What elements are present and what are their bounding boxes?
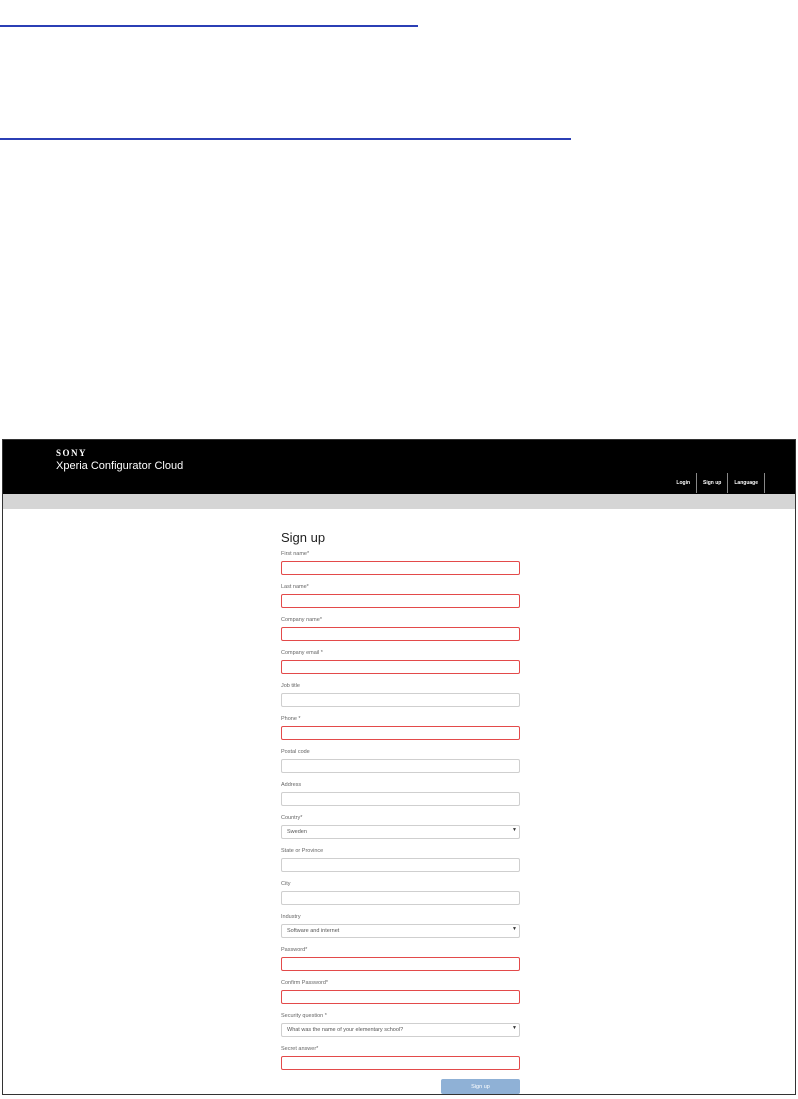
field-state [281, 848, 520, 872]
security-question-select[interactable]: What was the name of your elementary school? [281, 1023, 520, 1037]
industry-select[interactable]: Software and internet [281, 924, 520, 938]
field-industry [281, 914, 520, 938]
subheader-bar [3, 494, 795, 509]
field-job-title [281, 683, 520, 707]
field-label: State or Province [281, 848, 324, 854]
industry-select-wrapper [281, 924, 520, 938]
address-input[interactable] [281, 792, 520, 806]
field-label: Address [281, 782, 302, 788]
security-question-select-wrapper [281, 1023, 520, 1037]
field-country [281, 815, 520, 839]
field-label: Last name* [281, 584, 309, 590]
field-label: City [281, 881, 291, 887]
app-screenshot [2, 439, 796, 1095]
confirm-password-input[interactable] [281, 990, 520, 1004]
phone-input[interactable] [281, 726, 520, 740]
city-input[interactable] [281, 891, 520, 905]
field-label: Company email * [281, 650, 323, 656]
nav-language[interactable]: Language [728, 473, 765, 493]
field-label: Company name* [281, 617, 322, 623]
field-label: Industry [281, 914, 301, 920]
signup-form [281, 530, 520, 1099]
field-label: Confirm Password* [281, 980, 329, 986]
company-name-input[interactable] [281, 627, 520, 641]
country-select[interactable]: Sweden [281, 825, 520, 839]
sign-up-button[interactable]: Sign up [441, 1079, 520, 1094]
nav-sign-up[interactable]: Sign up [697, 473, 728, 493]
field-security-question [281, 1013, 520, 1037]
field-address [281, 782, 520, 806]
state-input[interactable] [281, 858, 520, 872]
caret-down-icon: ▼ [512, 1025, 517, 1031]
nav-login[interactable]: Login [670, 473, 697, 493]
app-title: Xperia Configurator Cloud [56, 460, 184, 472]
field-company-name [281, 617, 520, 641]
postal-code-input[interactable] [281, 759, 520, 773]
app-header [3, 440, 795, 494]
field-first-name [281, 551, 520, 575]
field-label: First name* [281, 551, 310, 557]
field-label: Job title [281, 683, 300, 689]
brand-logo: SONY [56, 448, 88, 458]
caret-down-icon: ▼ [512, 926, 517, 932]
last-name-input[interactable] [281, 594, 520, 608]
top-nav [670, 473, 765, 493]
secret-answer-input[interactable] [281, 1056, 520, 1070]
field-password [281, 947, 520, 971]
document-link-1[interactable] [0, 25, 418, 27]
country-select-wrapper [281, 825, 520, 839]
job-title-input[interactable] [281, 693, 520, 707]
document-link-2[interactable] [0, 138, 571, 140]
first-name-input[interactable] [281, 561, 520, 575]
caret-down-icon: ▼ [512, 827, 517, 833]
field-phone [281, 716, 520, 740]
field-label: Password* [281, 947, 308, 953]
password-input[interactable] [281, 957, 520, 971]
field-postal-code [281, 749, 520, 773]
field-last-name [281, 584, 520, 608]
field-label: Postal code [281, 749, 310, 755]
field-city [281, 881, 520, 905]
field-label: Phone * [281, 716, 301, 722]
field-secret-answer [281, 1046, 520, 1070]
submit-row [281, 1079, 520, 1099]
field-label: Security question * [281, 1013, 327, 1019]
form-title: Sign up [281, 530, 326, 545]
field-label: Secret answer* [281, 1046, 319, 1052]
field-company-email [281, 650, 520, 674]
field-label: Country* [281, 815, 303, 821]
field-confirm-password [281, 980, 520, 1004]
company-email-input[interactable] [281, 660, 520, 674]
